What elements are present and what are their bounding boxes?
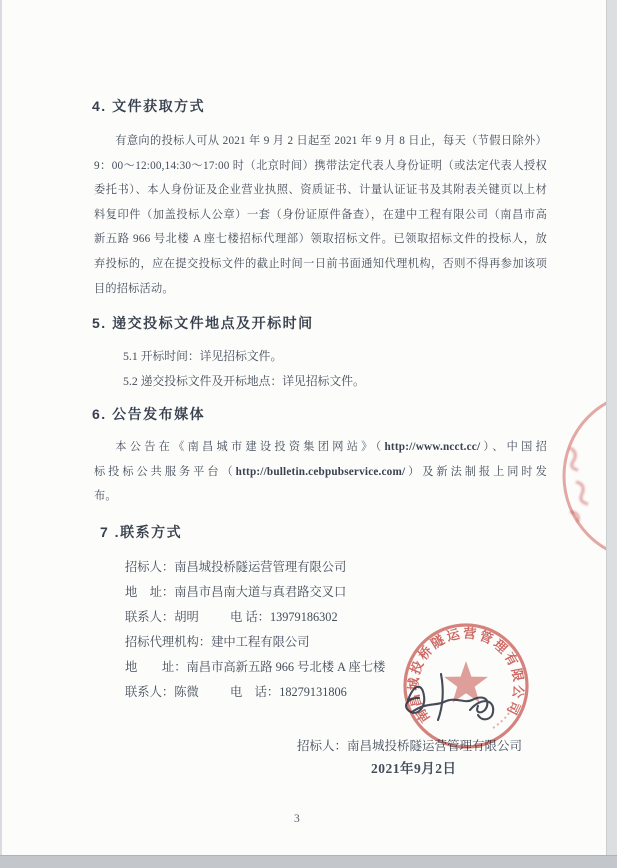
paragraph-line: 有意向的投标人可从 2021 年 9 月 2 日起至 2021 年 9 月 8 日止，每天（节假日除外） — [115, 135, 547, 147]
page-edge-right — [606, 0, 617, 868]
contact-text: 招标代理机构：建中工程有限公司 — [125, 635, 310, 649]
signoff-date: 2021年9月2日 — [371, 761, 457, 776]
contact-phone: 电 话：13979186302 — [230, 610, 338, 624]
section-5-item-1: 5.1 开标时间：详见招标文件。 — [123, 349, 283, 363]
paragraph-line: 目的招标活动。 — [94, 282, 174, 295]
paragraph-line: 弃投标的，应在提交投标文件的截止时间一日前书面通知代理机构，否则不得再参加该项 — [94, 257, 547, 270]
seal-company-text: 南昌城投桥隧运营管理有限公司 — [405, 625, 527, 726]
section-7-heading: 7 .联系方式 — [100, 524, 183, 540]
edge-seal-ring — [564, 392, 606, 560]
service-platform-url: http://bulletin.cebpubservice.com/ — [235, 465, 406, 478]
company-seal-stamp — [395, 612, 541, 762]
paragraph-line — [94, 435, 547, 460]
paragraph-line: 新五路 966 号北楼 A 座七楼招标代理部）领取招标文件。已领取招标文件的投标人，放 — [94, 233, 547, 246]
contact-row-tenderer — [125, 555, 525, 580]
paragraph-line — [94, 460, 547, 485]
page-edge-left — [0, 0, 2, 868]
partial-edge-stamp — [540, 390, 606, 570]
contact-text: 联系人：胡明 — [125, 610, 199, 624]
edge-seal-marks — [570, 448, 588, 522]
contact-phone: 电 话：18279131806 — [230, 685, 347, 699]
section-5-item-2: 5.2 递交投标文件及开标地点：详见招标文件。 — [123, 374, 365, 388]
section-6-paragraph — [94, 435, 547, 509]
tenderer-signoff-line: 招标人：南昌城投桥隧运营管理有限公司 — [297, 739, 523, 753]
announcement-text: 本公告在《南昌城市建设投资集团网站》（ — [115, 441, 385, 453]
page-number: 3 — [294, 813, 300, 825]
group-website-url: http://www.ncct.cc/ — [384, 441, 481, 453]
paragraph-line: 9：00～12:00,14:30～17:00 时（北京时间）携带法定代表人身份证明（或法定代表人授权 — [94, 159, 547, 172]
section-6-heading: 6. 公告发布媒体 — [92, 406, 206, 422]
section-4-paragraph — [94, 129, 547, 301]
paragraph-line: 布。 — [94, 490, 117, 503]
contact-text: 地 址：南昌市高新五路 966 号北楼 A 座七楼 — [125, 660, 386, 674]
announcement-text: ）及新法制报上同时发 — [405, 465, 547, 478]
contact-row-address — [125, 580, 525, 605]
paragraph-line: 料复印件（加盖投标人公章）一套（身份证原件备查），在建中工程有限公司（南昌市高 — [94, 208, 547, 221]
contact-text: 招标人：南昌城投桥隧运营管理有限公司 — [125, 560, 347, 574]
paragraph-line: 委托书）、本人身份证及企业营业执照、资质证书、计量认证证书及其附表关键页以上材 — [94, 184, 547, 197]
page-edge-bottom — [0, 855, 617, 868]
announcement-text: ）、中国招 — [480, 441, 547, 453]
announcement-text: 标投标公共服务平台（ — [94, 465, 236, 478]
contact-text: 联系人：陈微 — [125, 685, 199, 699]
seal-star-icon — [444, 661, 488, 703]
section-5-heading: 5. 递交投标文件地点及开标时间 — [92, 315, 314, 331]
section-4-heading: 4. 文件获取方式 — [92, 98, 206, 114]
contact-text: 地 址：南昌市昌南大道与真君路交叉口 — [125, 585, 347, 599]
